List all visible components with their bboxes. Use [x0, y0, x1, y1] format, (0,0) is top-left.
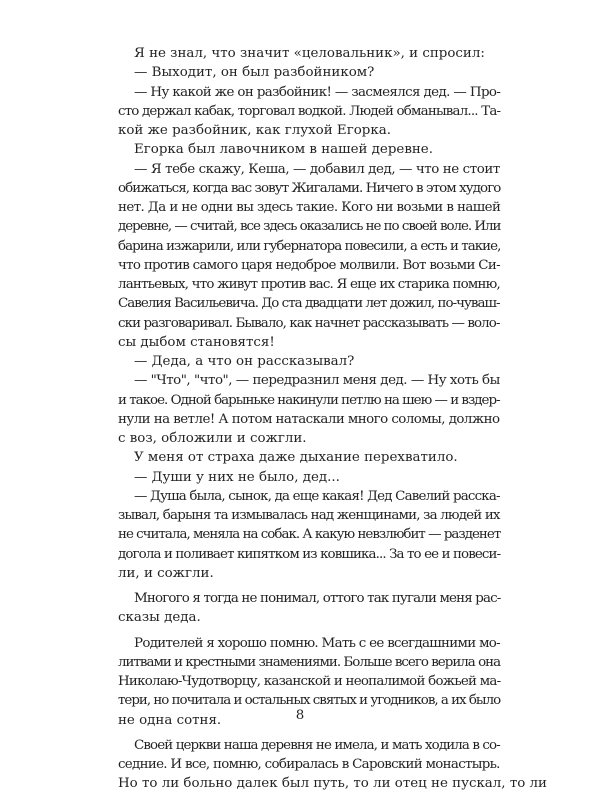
text-line: сказы деда. [118, 610, 201, 626]
body-text [118, 44, 547, 794]
text-line: Родителей я хорошо помню. Мать с ее всегдашними мо- [134, 635, 501, 651]
text-line: — Душа была, сынок, да еще какая! Дед Савелий расска- [134, 488, 500, 504]
text-line: не одна сотня. [118, 712, 222, 728]
text-line: с воз, обложили и сожгли. [118, 431, 307, 446]
text-line: лантьевых, что живут против вас. Я еще их старика помню, [118, 277, 501, 292]
text-line: сто держал кабак, торговал водкой. Людей обманывал... Та- [118, 103, 501, 119]
text-line: — Деда, а что он рассказывал? [134, 354, 355, 369]
text-line: Николаю-Чудотворцу, казанской и неопалимой божьей ма- [118, 674, 501, 689]
text-line: У меня от страха даже дыхание перехватило. [134, 450, 458, 466]
text-line: ски разговаривал. Бывало, как начнет рассказывать — воло- [118, 315, 500, 331]
text-line: барина изжарили, или губернатора повесили, а есть и такие, [118, 238, 501, 254]
text-line: тери, но почитала и остальных святых и угодников, а их было [118, 693, 501, 709]
text-line: — Души у них не было, дед... [134, 469, 340, 485]
text-line: кой же разбойник, как глухой Егорка. [118, 123, 391, 138]
text-line: Егорка был лавочником в нашей деревне. [134, 142, 433, 158]
text-line: Савелия Васильевича. До ста двадцати лет дожил, по-чуваш- [118, 296, 500, 312]
text-line: Многого я тогда не понимал, оттого так пугали меня рас- [134, 591, 501, 606]
text-line: что против самого царя недоброе молвили. Вот возьми Си- [118, 257, 500, 273]
text-line: Своей церкви наша деревня не имела, и мать ходила в со- [134, 737, 500, 753]
text-line: Но то ли больно далек был путь, то ли отец не пускал, то ли [118, 776, 547, 792]
text-line: седние. И все, помню, собиралась в Саровский монастырь. [118, 757, 500, 772]
text-line: ли, и сожгли. [118, 565, 214, 581]
text-line: сы дыбом становятся! [118, 334, 275, 350]
text-line: и такое. Одной барыньке накинули петлю на шею — и вздер- [118, 392, 500, 408]
text-line: нет. Да и не одни вы здесь такие. Кого ни возьми в нашей [118, 200, 501, 215]
text-line: литвами и крестными знамениями. Больше всего верила она [118, 654, 501, 670]
text-line: нули на ветле! А потом натаскали много соломы, должно [118, 411, 500, 427]
text-line: обижаться, когда вас зовут Жигалами. Ничего в этом худого [118, 180, 501, 196]
text-line: Я не знал, что значит «целовальник», и спросил: [134, 46, 485, 61]
text-line: — Я тебе скажу, Кеша, — добавил дед, — что не стоит [134, 161, 500, 177]
text-line: — Выходит, он был разбойником? [134, 65, 375, 81]
text-line: зывал, барыня та измывалась над женщинами, за людей их [118, 508, 500, 523]
text-line: — "Что", "что", — передразнил меня дед. — Ну хоть бы [134, 373, 500, 389]
text-line: деревне, — считай, все здесь оказались не по своей воле. Или [118, 219, 501, 235]
text-line: не считала, меняла на собак. А какую невзлюбит — разденет [118, 527, 501, 543]
page-number: 8 [295, 708, 305, 723]
text-line: догола и поливает кипятком из ковшика... За то ее и повеси- [118, 546, 501, 562]
text-line: — Ну какой же он разбойник! — засмеялся дед. — Про- [134, 84, 501, 100]
